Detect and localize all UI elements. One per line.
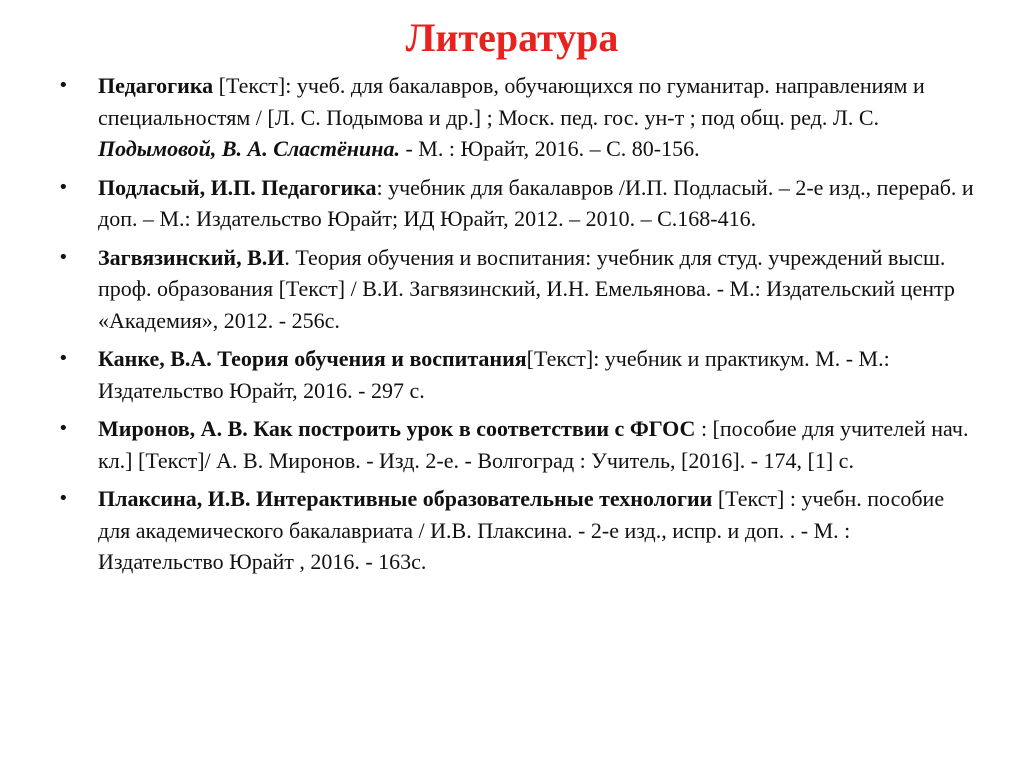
reference-details: . Теория обучения и воспитания: учебник для студ. учреждений высш. проф. образования [Текст] / В.И. Загвязинский, И.Н. Емельянова. - М.: Издательский центр «Академия», 2012. - 256с. — [98, 244, 955, 333]
reference-details: : учебник для бакалавров /И.П. Подласый. – 2-е изд., перераб. и доп. – М.: Издательство Юрайт; ИД Юрайт, 2012. – 2010. – С.168-416. — [98, 174, 974, 231]
reference-editors: Подымовой, В. А. Сластёнина. — [98, 136, 400, 161]
reference-publisher: - М. : Юрайт, 2016. – С. 80-156. — [399, 136, 700, 161]
reference-item-6 — [58, 483, 978, 578]
reference-title: Загвязинский, В.И — [98, 244, 285, 270]
bullet-icon: • — [58, 418, 69, 439]
reference-text — [98, 73, 925, 161]
reference-text — [98, 175, 974, 232]
reference-item-4 — [58, 343, 978, 406]
page-title: Литература — [405, 15, 619, 60]
bullet-icon: • — [58, 246, 69, 268]
reference-details: : [пособие для учителей нач. кл.] [Текст]/ А. В. Миронов. - Изд. 2-е. - Волгоград : Учитель, [2016]. - 174, [1] с. — [98, 416, 969, 473]
reference-list — [58, 70, 978, 585]
reference-text — [98, 245, 955, 333]
reference-item-3 — [58, 242, 978, 337]
reference-details: [Текст] : учебн. пособие для академического бакалавриата / И.В. Плаксина. - 2-е изд., испр. и доп. . - М. : Издательство Юрайт , 2016. - 163с. — [98, 486, 945, 574]
reference-title: Подласый, И.П. Педагогика — [98, 174, 377, 200]
bullet-icon: • — [58, 75, 69, 96]
bullet-icon: • — [58, 176, 69, 198]
reference-text — [98, 346, 890, 403]
reference-text — [98, 486, 944, 574]
reference-item-1 — [58, 70, 978, 165]
bullet-icon: • — [58, 488, 69, 509]
reference-details: [Текст]: учеб. для бакалавров, обучающихся по гуманитар. направлениям и специальностям / [Л. С. Подымова и др.] ; Моск. пед. гос. ун-т ; под общ. ред. Л. С. — [98, 73, 925, 130]
reference-title: Педагогика — [98, 73, 214, 98]
reference-title: Плаксина, И.В. Интерактивные образовательные технологии — [98, 486, 713, 511]
bullet-icon: • — [58, 348, 69, 369]
reference-title: Канке, В.А. Теория обучения и воспитания — [98, 346, 527, 371]
reference-title: Миронов, А. В. Как построить урок в соответствии с ФГОС — [98, 416, 696, 441]
reference-item-5 — [58, 413, 978, 476]
reference-text — [98, 416, 968, 473]
reference-item-2 — [58, 172, 978, 235]
reference-details: [Текст]: учебник и практикум. М. - М.: Издательство Юрайт, 2016. - 297 с. — [98, 346, 890, 403]
